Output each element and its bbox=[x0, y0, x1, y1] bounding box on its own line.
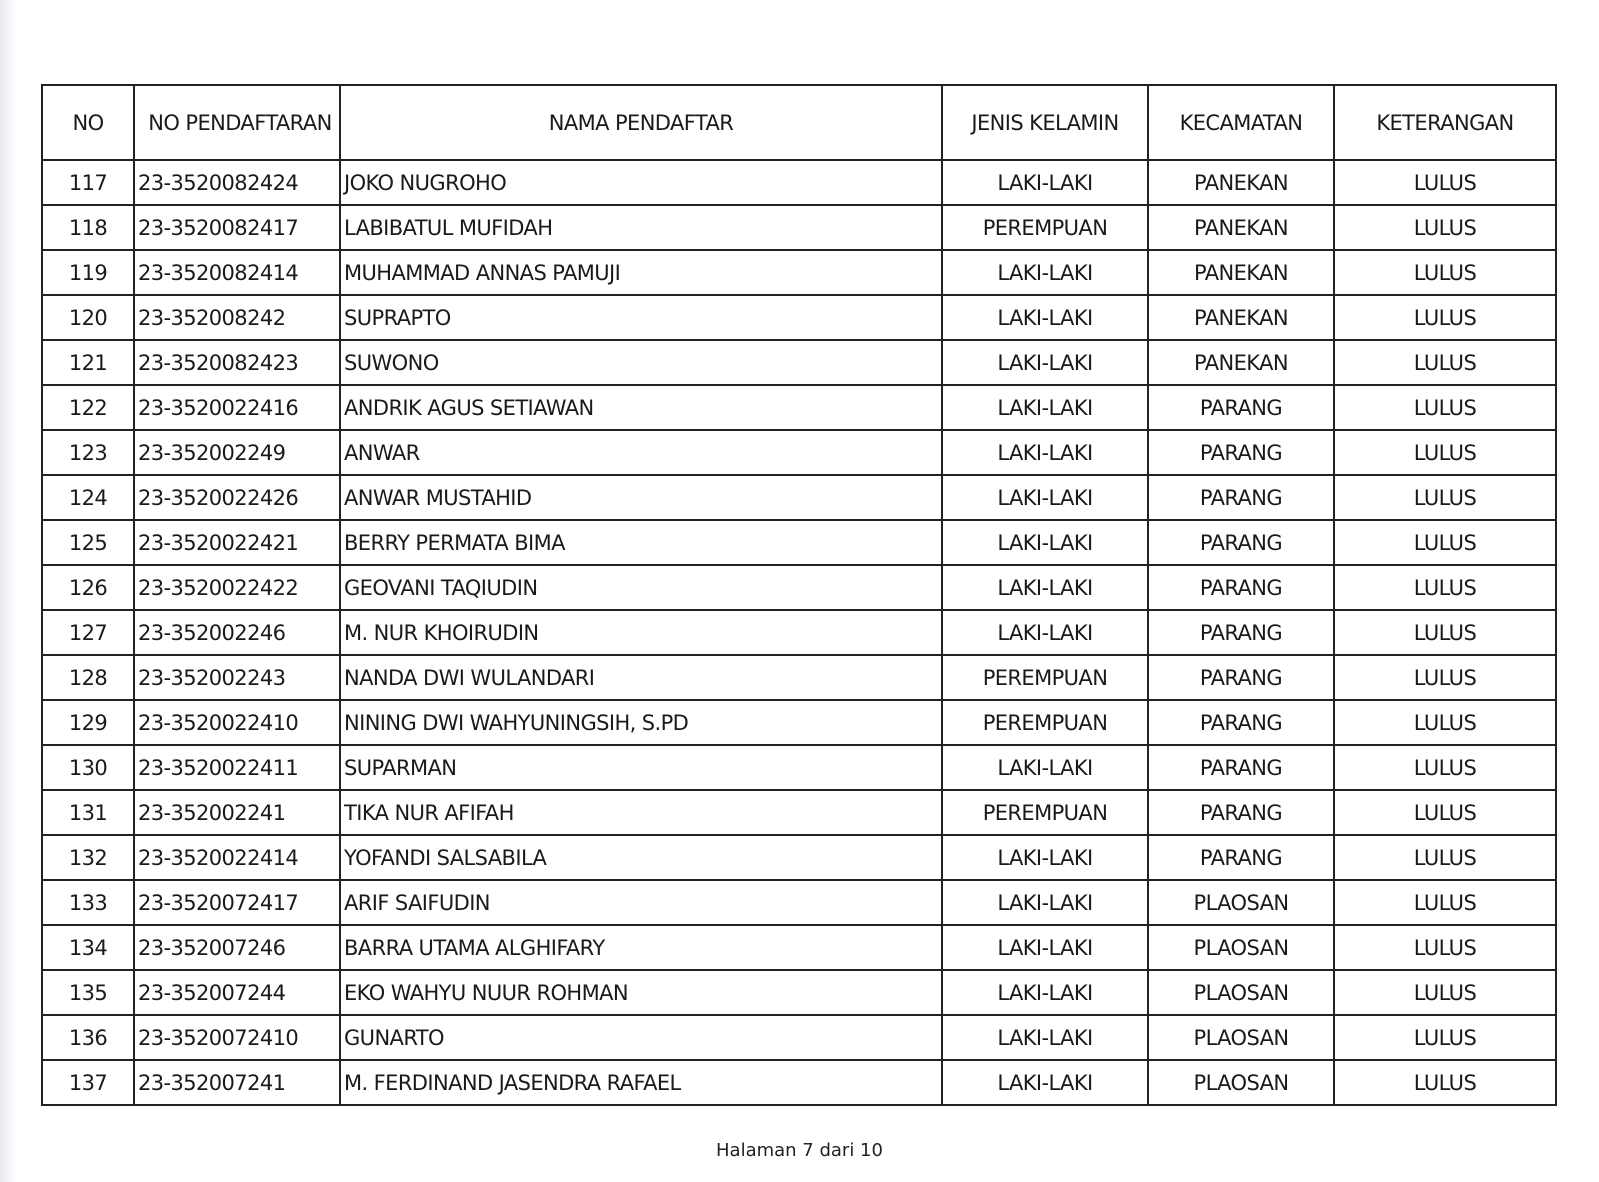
cell-remarks: LULUS bbox=[1334, 970, 1556, 1015]
cell-district: PARANG bbox=[1148, 565, 1334, 610]
cell-no: 126 bbox=[42, 565, 134, 610]
cell-district: PARANG bbox=[1148, 430, 1334, 475]
table-row bbox=[42, 610, 1556, 655]
table-row bbox=[42, 520, 1556, 565]
cell-registration-number: 23-3520072410 bbox=[134, 1015, 340, 1060]
cell-no: 130 bbox=[42, 745, 134, 790]
cell-no: 118 bbox=[42, 205, 134, 250]
cell-registration-number: 23-352007244 bbox=[134, 970, 340, 1015]
cell-applicant-name: MUHAMMAD ANNAS PAMUJI bbox=[340, 250, 942, 295]
cell-no: 123 bbox=[42, 430, 134, 475]
cell-no: 120 bbox=[42, 295, 134, 340]
cell-district: PARANG bbox=[1148, 655, 1334, 700]
cell-registration-number: 23-352002246 bbox=[134, 610, 340, 655]
table-row bbox=[42, 655, 1556, 700]
cell-gender: LAKI-LAKI bbox=[942, 745, 1148, 790]
cell-applicant-name: ANWAR bbox=[340, 430, 942, 475]
cell-applicant-name: ANWAR MUSTAHID bbox=[340, 475, 942, 520]
cell-remarks: LULUS bbox=[1334, 700, 1556, 745]
cell-district: PARANG bbox=[1148, 385, 1334, 430]
header-remarks: KETERANGAN bbox=[1334, 85, 1556, 160]
cell-applicant-name: EKO WAHYU NUUR ROHMAN bbox=[340, 970, 942, 1015]
cell-registration-number: 23-3520082424 bbox=[134, 160, 340, 205]
table-row bbox=[42, 565, 1556, 610]
cell-district: PANEKAN bbox=[1148, 205, 1334, 250]
table-row bbox=[42, 430, 1556, 475]
cell-registration-number: 23-3520022426 bbox=[134, 475, 340, 520]
table-row bbox=[42, 700, 1556, 745]
cell-remarks: LULUS bbox=[1334, 340, 1556, 385]
cell-no: 129 bbox=[42, 700, 134, 745]
cell-applicant-name: YOFANDI SALSABILA bbox=[340, 835, 942, 880]
cell-no: 132 bbox=[42, 835, 134, 880]
cell-remarks: LULUS bbox=[1334, 835, 1556, 880]
cell-district: PLAOSAN bbox=[1148, 925, 1334, 970]
cell-gender: LAKI-LAKI bbox=[942, 610, 1148, 655]
cell-applicant-name: ARIF SAIFUDIN bbox=[340, 880, 942, 925]
table-row bbox=[42, 295, 1556, 340]
cell-remarks: LULUS bbox=[1334, 295, 1556, 340]
cell-applicant-name: M. FERDINAND JASENDRA RAFAEL bbox=[340, 1060, 942, 1105]
table-row bbox=[42, 385, 1556, 430]
cell-gender: LAKI-LAKI bbox=[942, 340, 1148, 385]
cell-remarks: LULUS bbox=[1334, 385, 1556, 430]
cell-gender: PEREMPUAN bbox=[942, 655, 1148, 700]
cell-district: PARANG bbox=[1148, 790, 1334, 835]
cell-gender: LAKI-LAKI bbox=[942, 475, 1148, 520]
cell-applicant-name: M. NUR KHOIRUDIN bbox=[340, 610, 942, 655]
cell-applicant-name: NANDA DWI WULANDARI bbox=[340, 655, 942, 700]
cell-no: 124 bbox=[42, 475, 134, 520]
cell-registration-number: 23-3520022421 bbox=[134, 520, 340, 565]
cell-registration-number: 23-3520022414 bbox=[134, 835, 340, 880]
cell-no: 121 bbox=[42, 340, 134, 385]
cell-applicant-name: SUPARMAN bbox=[340, 745, 942, 790]
table-row bbox=[42, 835, 1556, 880]
cell-applicant-name: BERRY PERMATA BIMA bbox=[340, 520, 942, 565]
cell-registration-number: 23-3520022410 bbox=[134, 700, 340, 745]
header-district: KECAMATAN bbox=[1148, 85, 1334, 160]
cell-district: PARANG bbox=[1148, 475, 1334, 520]
header-registration-number: NO PENDAFTARAN bbox=[134, 85, 340, 160]
cell-gender: LAKI-LAKI bbox=[942, 925, 1148, 970]
cell-registration-number: 23-3520082417 bbox=[134, 205, 340, 250]
table-row bbox=[42, 790, 1556, 835]
table-row bbox=[42, 1060, 1556, 1105]
cell-registration-number: 23-3520072417 bbox=[134, 880, 340, 925]
cell-remarks: LULUS bbox=[1334, 565, 1556, 610]
cell-applicant-name: GEOVANI TAQIUDIN bbox=[340, 565, 942, 610]
cell-gender: PEREMPUAN bbox=[942, 790, 1148, 835]
cell-no: 131 bbox=[42, 790, 134, 835]
cell-district: PLAOSAN bbox=[1148, 970, 1334, 1015]
cell-remarks: LULUS bbox=[1334, 475, 1556, 520]
cell-gender: LAKI-LAKI bbox=[942, 835, 1148, 880]
cell-applicant-name: BARRA UTAMA ALGHIFARY bbox=[340, 925, 942, 970]
applicant-results-table bbox=[41, 84, 1557, 1106]
cell-applicant-name: SUPRAPTO bbox=[340, 295, 942, 340]
cell-remarks: LULUS bbox=[1334, 250, 1556, 295]
cell-no: 133 bbox=[42, 880, 134, 925]
cell-gender: LAKI-LAKI bbox=[942, 295, 1148, 340]
cell-gender: LAKI-LAKI bbox=[942, 880, 1148, 925]
cell-registration-number: 23-3520022416 bbox=[134, 385, 340, 430]
cell-remarks: LULUS bbox=[1334, 1060, 1556, 1105]
cell-no: 136 bbox=[42, 1015, 134, 1060]
cell-no: 125 bbox=[42, 520, 134, 565]
header-gender: JENIS KELAMIN bbox=[942, 85, 1148, 160]
cell-district: PARANG bbox=[1148, 700, 1334, 745]
cell-no: 134 bbox=[42, 925, 134, 970]
cell-registration-number: 23-3520082414 bbox=[134, 250, 340, 295]
table-row bbox=[42, 880, 1556, 925]
cell-gender: LAKI-LAKI bbox=[942, 160, 1148, 205]
cell-registration-number: 23-352002249 bbox=[134, 430, 340, 475]
cell-no: 117 bbox=[42, 160, 134, 205]
cell-applicant-name: GUNARTO bbox=[340, 1015, 942, 1060]
cell-applicant-name: LABIBATUL MUFIDAH bbox=[340, 205, 942, 250]
cell-registration-number: 23-352002243 bbox=[134, 655, 340, 700]
cell-no: 122 bbox=[42, 385, 134, 430]
table-body bbox=[42, 160, 1556, 1105]
cell-remarks: LULUS bbox=[1334, 925, 1556, 970]
cell-remarks: LULUS bbox=[1334, 1015, 1556, 1060]
cell-no: 119 bbox=[42, 250, 134, 295]
cell-no: 137 bbox=[42, 1060, 134, 1105]
cell-gender: PEREMPUAN bbox=[942, 700, 1148, 745]
cell-registration-number: 23-3520082423 bbox=[134, 340, 340, 385]
cell-gender: LAKI-LAKI bbox=[942, 250, 1148, 295]
cell-district: PARANG bbox=[1148, 610, 1334, 655]
table-row bbox=[42, 1015, 1556, 1060]
cell-applicant-name: TIKA NUR AFIFAH bbox=[340, 790, 942, 835]
cell-remarks: LULUS bbox=[1334, 430, 1556, 475]
cell-no: 127 bbox=[42, 610, 134, 655]
cell-gender: LAKI-LAKI bbox=[942, 430, 1148, 475]
cell-remarks: LULUS bbox=[1334, 610, 1556, 655]
cell-gender: LAKI-LAKI bbox=[942, 565, 1148, 610]
cell-district: PLAOSAN bbox=[1148, 1015, 1334, 1060]
cell-remarks: LULUS bbox=[1334, 880, 1556, 925]
cell-remarks: LULUS bbox=[1334, 655, 1556, 700]
cell-gender: LAKI-LAKI bbox=[942, 385, 1148, 430]
table-row bbox=[42, 160, 1556, 205]
cell-remarks: LULUS bbox=[1334, 745, 1556, 790]
cell-district: PANEKAN bbox=[1148, 295, 1334, 340]
cell-gender: LAKI-LAKI bbox=[942, 1060, 1148, 1105]
cell-district: PARANG bbox=[1148, 745, 1334, 790]
header-no: NO bbox=[42, 85, 134, 160]
cell-district: PANEKAN bbox=[1148, 250, 1334, 295]
cell-no: 135 bbox=[42, 970, 134, 1015]
cell-applicant-name: SUWONO bbox=[340, 340, 942, 385]
scan-edge-shadow bbox=[0, 0, 18, 1182]
cell-registration-number: 23-3520022411 bbox=[134, 745, 340, 790]
cell-registration-number: 23-352007241 bbox=[134, 1060, 340, 1105]
table-row bbox=[42, 970, 1556, 1015]
cell-remarks: LULUS bbox=[1334, 790, 1556, 835]
cell-applicant-name: JOKO NUGROHO bbox=[340, 160, 942, 205]
table-row bbox=[42, 250, 1556, 295]
table-header-row bbox=[42, 85, 1556, 160]
table-row bbox=[42, 205, 1556, 250]
cell-registration-number: 23-3520022422 bbox=[134, 565, 340, 610]
cell-district: PLAOSAN bbox=[1148, 1060, 1334, 1105]
cell-district: PLAOSAN bbox=[1148, 880, 1334, 925]
table-row bbox=[42, 475, 1556, 520]
cell-district: PANEKAN bbox=[1148, 160, 1334, 205]
table-row bbox=[42, 340, 1556, 385]
cell-registration-number: 23-352008242 bbox=[134, 295, 340, 340]
cell-registration-number: 23-352002241 bbox=[134, 790, 340, 835]
table-row bbox=[42, 745, 1556, 790]
page-number: Halaman 7 dari 10 bbox=[716, 1140, 883, 1161]
cell-district: PARANG bbox=[1148, 835, 1334, 880]
cell-remarks: LULUS bbox=[1334, 205, 1556, 250]
cell-gender: LAKI-LAKI bbox=[942, 970, 1148, 1015]
cell-gender: PEREMPUAN bbox=[942, 205, 1148, 250]
cell-remarks: LULUS bbox=[1334, 520, 1556, 565]
cell-gender: LAKI-LAKI bbox=[942, 1015, 1148, 1060]
table-row bbox=[42, 925, 1556, 970]
cell-applicant-name: ANDRIK AGUS SETIAWAN bbox=[340, 385, 942, 430]
cell-registration-number: 23-352007246 bbox=[134, 925, 340, 970]
cell-district: PANEKAN bbox=[1148, 340, 1334, 385]
cell-gender: LAKI-LAKI bbox=[942, 520, 1148, 565]
cell-no: 128 bbox=[42, 655, 134, 700]
cell-applicant-name: NINING DWI WAHYUNINGSIH, S.PD bbox=[340, 700, 942, 745]
header-applicant-name: NAMA PENDAFTAR bbox=[340, 85, 942, 160]
cell-district: PARANG bbox=[1148, 520, 1334, 565]
cell-remarks: LULUS bbox=[1334, 160, 1556, 205]
